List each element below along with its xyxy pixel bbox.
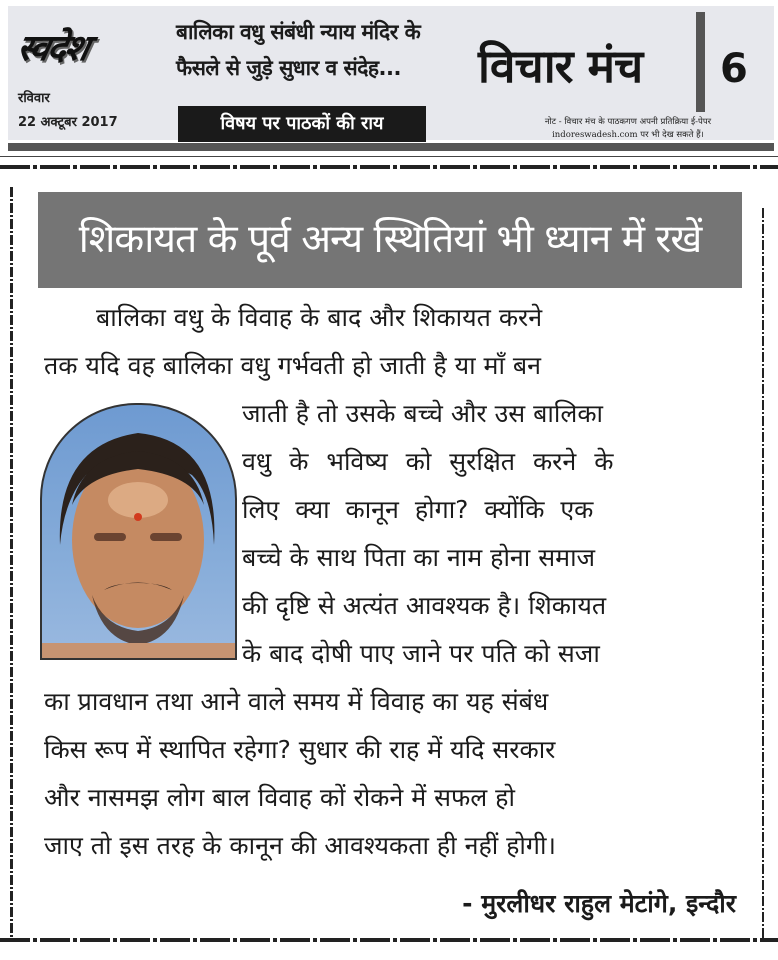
readers-opinion-bar: विषय पर पाठकों की राय bbox=[178, 106, 426, 142]
author-signature: - मुरलीधर राहुल मेटांगे, इन्दौर bbox=[462, 889, 736, 918]
article-line: और नासमझ लोग बाल विवाह कों रोकने में सफल हो bbox=[44, 783, 515, 812]
right-eye bbox=[150, 533, 182, 541]
box-border-top bbox=[0, 165, 778, 169]
article-line: बालिका वधु के विवाह के बाद और शिकायत करने bbox=[96, 303, 543, 332]
tilak bbox=[134, 513, 142, 521]
article-line: जाए तो इस तरह के कानून की आवश्यकता ही नहीं होगी। bbox=[44, 831, 556, 860]
topic-headline-line-1: बालिका वधु संबंधी न्याय मंदिर के bbox=[176, 20, 421, 44]
box-border-right bbox=[762, 208, 764, 938]
section-divider bbox=[696, 12, 705, 112]
page-number: 6 bbox=[720, 46, 748, 92]
topic-headline bbox=[176, 14, 446, 86]
article-line: की दृष्टि से अत्यंत आवश्यक है। शिकायत bbox=[242, 591, 607, 620]
box-border-bottom bbox=[0, 938, 778, 942]
portrait-illustration bbox=[42, 405, 235, 658]
article-title-band bbox=[38, 192, 742, 288]
section-title: विचार मंच bbox=[478, 39, 643, 93]
masthead bbox=[8, 6, 774, 140]
epaper-note-line-1: नोट - विचार मंच के पाठकगण अपनी प्रतिक्रिया ई-पेपर bbox=[544, 117, 712, 127]
epaper-note bbox=[488, 116, 768, 142]
thin-rule bbox=[0, 156, 778, 157]
article-line: का प्रावधान तथा आने वाले समय में विवाह का यह संबंध bbox=[44, 687, 549, 716]
masthead-bottom-bar bbox=[8, 143, 774, 151]
article-line: के बाद दोषी पाए जाने पर पति को सजा bbox=[242, 639, 600, 668]
left-eye bbox=[94, 533, 126, 541]
issue-date: 22 अक्टूबर 2017 bbox=[18, 115, 118, 130]
box-border-left bbox=[10, 187, 13, 937]
newspaper-logo: स्वदेश bbox=[13, 27, 92, 69]
article-line: किस रूप में स्थापित रहेगा? सुधार की राह में यदि सरकार bbox=[44, 735, 556, 764]
author-photo bbox=[40, 403, 237, 660]
article-line: बच्चे के साथ पिता का नाम होना समाज bbox=[242, 543, 596, 572]
article-title: शिकायत के पूर्व अन्य स्थितियां भी ध्यान में रखें bbox=[78, 217, 702, 262]
article-line: तक यदि वह बालिका वधु गर्भवती हो जाती है या माँ बन bbox=[44, 351, 542, 380]
issue-day: रविवार bbox=[18, 91, 50, 106]
article-line: जाती है तो उसके बच्चे और उस बालिका bbox=[242, 399, 604, 428]
epaper-note-line-2: indoreswadesh.com पर भी देख सकते हैं। bbox=[552, 130, 704, 140]
article-line: लिए क्या कानून होगा? क्योंकि एक bbox=[242, 495, 594, 524]
article-line: वधु के भविष्य को सुरक्षित करने के bbox=[242, 447, 614, 476]
topic-headline-line-2: फैसले से जुड़े सुधार व संदेह... bbox=[176, 56, 401, 80]
